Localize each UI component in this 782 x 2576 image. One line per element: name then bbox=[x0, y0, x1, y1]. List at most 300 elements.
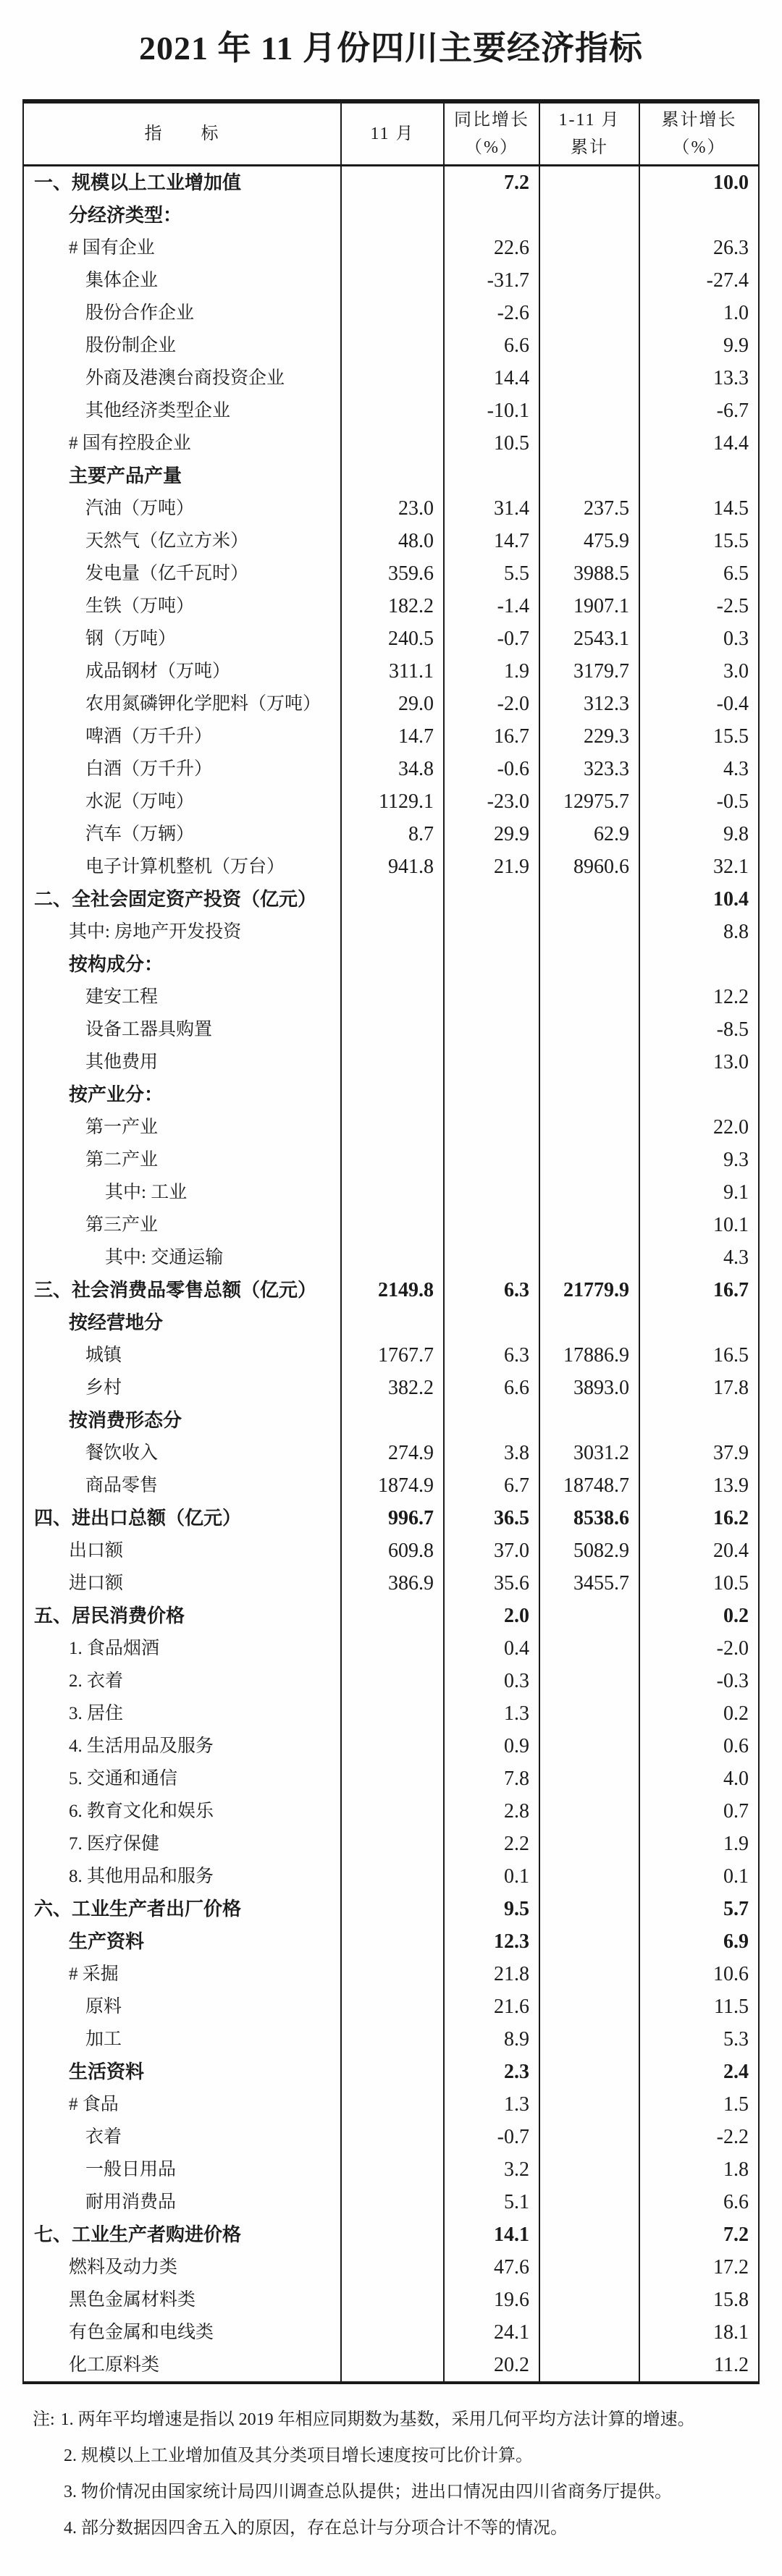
value-cell: 2.3 bbox=[443, 2056, 539, 2088]
value-cell: 47.6 bbox=[443, 2251, 539, 2284]
indicator-cell: 按构成分： bbox=[69, 954, 164, 975]
indicator-cell: 按经营地分 bbox=[69, 1312, 164, 1333]
value-cell: 9.3 bbox=[639, 1144, 758, 1176]
table-body bbox=[24, 166, 758, 2381]
table-row bbox=[24, 2218, 758, 2251]
value-cell: 1.8 bbox=[639, 2153, 758, 2186]
value-cell: 0.9 bbox=[443, 1730, 539, 1762]
table-row bbox=[24, 232, 758, 264]
value-cell: 15.8 bbox=[639, 2284, 758, 2316]
value-cell bbox=[539, 1241, 639, 1274]
value-cell: 16.2 bbox=[639, 1502, 758, 1534]
value-cell: 20.2 bbox=[443, 2349, 539, 2381]
value-cell bbox=[539, 2349, 639, 2381]
indicator-cell: 按产业分： bbox=[69, 1084, 164, 1105]
header-month-label: 11 月 bbox=[370, 124, 415, 143]
value-cell: 5.7 bbox=[639, 1893, 758, 1925]
value-cell bbox=[340, 1176, 443, 1209]
value-cell: 22.6 bbox=[443, 232, 539, 264]
table-row bbox=[24, 2251, 758, 2284]
value-cell bbox=[340, 1600, 443, 1632]
value-cell: 13.3 bbox=[639, 362, 758, 394]
value-cell bbox=[340, 2023, 443, 2056]
indicator-cell: 分经济类型： bbox=[69, 205, 182, 226]
header-yoy-growth-line1: 同比增长 bbox=[454, 111, 529, 130]
value-cell: 0.1 bbox=[639, 1860, 758, 1893]
value-cell bbox=[539, 2284, 639, 2316]
indicator-cell: 乡村 bbox=[85, 1378, 122, 1398]
value-cell bbox=[443, 1111, 539, 1144]
value-cell bbox=[539, 2056, 639, 2088]
value-cell: 1.9 bbox=[443, 655, 539, 688]
value-cell: 14.7 bbox=[443, 525, 539, 557]
note-line bbox=[64, 2438, 760, 2474]
value-cell bbox=[539, 1144, 639, 1176]
value-cell bbox=[443, 1176, 539, 1209]
value-cell: 8.9 bbox=[443, 2023, 539, 2056]
value-cell: -2.2 bbox=[639, 2121, 758, 2153]
value-cell bbox=[443, 1404, 539, 1437]
value-cell: 1.3 bbox=[443, 2088, 539, 2121]
indicator-cell: 有色金属和电线类 bbox=[69, 2323, 214, 2342]
value-cell bbox=[539, 1990, 639, 2023]
value-cell bbox=[443, 1078, 539, 1111]
table-row bbox=[24, 1958, 758, 1990]
value-cell: 17.8 bbox=[639, 1372, 758, 1404]
value-cell bbox=[539, 1893, 639, 1925]
value-cell: 19.6 bbox=[443, 2284, 539, 2316]
value-cell: 15.5 bbox=[639, 720, 758, 753]
value-cell bbox=[539, 1632, 639, 1665]
value-cell bbox=[539, 166, 639, 199]
table-row bbox=[24, 264, 758, 297]
indicator-cell: 第一产业 bbox=[85, 1118, 159, 1137]
value-cell bbox=[539, 2316, 639, 2349]
table-row bbox=[24, 1665, 758, 1697]
indicator-cell: 钢（万吨） bbox=[85, 629, 177, 649]
value-cell bbox=[340, 264, 443, 297]
indicator-cell: 其他费用 bbox=[85, 1052, 159, 1072]
value-cell bbox=[340, 1013, 443, 1046]
indicator-cell: 生产资料 bbox=[69, 1931, 145, 1952]
value-cell: 2.2 bbox=[443, 1828, 539, 1860]
value-cell bbox=[539, 2023, 639, 2056]
note-line bbox=[64, 2510, 760, 2546]
value-cell: 21779.9 bbox=[539, 1274, 639, 1306]
value-cell bbox=[539, 2186, 639, 2218]
table-row bbox=[24, 2316, 758, 2349]
value-cell: 9.8 bbox=[639, 818, 758, 850]
value-cell bbox=[340, 1828, 443, 1860]
note-line bbox=[64, 2474, 760, 2510]
value-cell bbox=[539, 1404, 639, 1437]
notes-section bbox=[0, 2402, 760, 2546]
table-row bbox=[24, 427, 758, 460]
value-cell: -0.6 bbox=[443, 753, 539, 785]
value-cell: 6.9 bbox=[639, 1925, 758, 1958]
indicator-cell: 8. 其他用品和服务 bbox=[69, 1867, 214, 1886]
indicator-cell: 集体企业 bbox=[85, 271, 159, 290]
table-row bbox=[24, 850, 758, 883]
value-cell: 475.9 bbox=[539, 525, 639, 557]
table-row bbox=[24, 1502, 758, 1534]
indicator-cell: 一、规模以上工业增加值 bbox=[34, 172, 242, 193]
indicator-cell: 1. 食品烟酒 bbox=[69, 1639, 160, 1658]
value-cell: 0.1 bbox=[443, 1860, 539, 1893]
indicator-cell: 城镇 bbox=[85, 1346, 122, 1365]
value-cell: 8.7 bbox=[340, 818, 443, 850]
value-cell bbox=[340, 1144, 443, 1176]
value-cell bbox=[340, 2316, 443, 2349]
indicator-cell: 二、全社会固定资产投资（亿元） bbox=[34, 889, 317, 910]
value-cell: -0.4 bbox=[639, 688, 758, 720]
table-row bbox=[24, 2088, 758, 2121]
value-cell bbox=[539, 329, 639, 362]
table-row bbox=[24, 1144, 758, 1176]
value-cell: 1.3 bbox=[443, 1697, 539, 1730]
value-cell bbox=[539, 1828, 639, 1860]
value-cell: 16.7 bbox=[443, 720, 539, 753]
value-cell: 48.0 bbox=[340, 525, 443, 557]
indicator-cell: 衣着 bbox=[85, 2127, 122, 2147]
indicator-cell: 原料 bbox=[85, 1997, 122, 2017]
indicator-cell: 白酒（万千升） bbox=[85, 759, 213, 779]
value-cell: 9.5 bbox=[443, 1893, 539, 1925]
table-row bbox=[24, 720, 758, 753]
value-cell bbox=[340, 1632, 443, 1665]
indicator-cell: 六、工业生产者出厂价格 bbox=[34, 1899, 242, 1920]
value-cell: 6.3 bbox=[443, 1339, 539, 1372]
value-cell bbox=[340, 883, 443, 916]
indicator-cell: 耐用消费品 bbox=[85, 2192, 177, 2212]
value-cell: -31.7 bbox=[443, 264, 539, 297]
indicator-cell: # 国有企业 bbox=[69, 238, 155, 258]
value-cell bbox=[539, 1958, 639, 1990]
indicator-cell: 其他经济类型企业 bbox=[85, 401, 231, 421]
value-cell: 2543.1 bbox=[539, 622, 639, 655]
table-row bbox=[24, 590, 758, 622]
value-cell: 240.5 bbox=[340, 622, 443, 655]
value-cell bbox=[443, 1241, 539, 1274]
indicators-table bbox=[22, 99, 760, 2384]
value-cell: 10.4 bbox=[639, 883, 758, 916]
indicator-cell: 6. 教育文化和娱乐 bbox=[69, 1802, 214, 1821]
value-cell: 9.1 bbox=[639, 1176, 758, 1209]
value-cell bbox=[539, 883, 639, 916]
notes-label: 注: bbox=[33, 2410, 55, 2429]
table-row bbox=[24, 655, 758, 688]
value-cell: 37.9 bbox=[639, 1437, 758, 1469]
value-cell: 36.5 bbox=[443, 1502, 539, 1534]
value-cell bbox=[539, 232, 639, 264]
header-cumulative-line1: 1-11 月 bbox=[558, 111, 621, 130]
header-indicator bbox=[24, 104, 340, 164]
value-cell bbox=[443, 1046, 539, 1078]
value-cell bbox=[443, 1013, 539, 1046]
value-cell: -2.0 bbox=[443, 688, 539, 720]
indicator-cell: 股份制企业 bbox=[85, 336, 177, 355]
value-cell: 0.3 bbox=[443, 1665, 539, 1697]
table-row bbox=[24, 1697, 758, 1730]
value-cell bbox=[539, 1209, 639, 1241]
value-cell: 23.0 bbox=[340, 492, 443, 525]
value-cell bbox=[340, 427, 443, 460]
value-cell bbox=[340, 232, 443, 264]
value-cell bbox=[539, 916, 639, 948]
indicator-cell: 四、进出口总额（亿元） bbox=[34, 1508, 242, 1529]
value-cell: 5.3 bbox=[639, 2023, 758, 2056]
table-row bbox=[24, 1013, 758, 1046]
value-cell bbox=[340, 1209, 443, 1241]
value-cell bbox=[340, 2153, 443, 2186]
value-cell bbox=[340, 2251, 443, 2284]
value-cell: 359.6 bbox=[340, 557, 443, 590]
value-cell: 3.2 bbox=[443, 2153, 539, 2186]
indicator-cell: 3. 居住 bbox=[69, 1704, 124, 1723]
value-cell bbox=[539, 1860, 639, 1893]
value-cell: 14.5 bbox=[639, 492, 758, 525]
indicator-cell: 外商及港澳台商投资企业 bbox=[85, 368, 285, 388]
value-cell: 1129.1 bbox=[340, 785, 443, 818]
table-row bbox=[24, 1176, 758, 1209]
indicator-cell: 其中: 房地产开发投资 bbox=[69, 922, 242, 942]
indicator-cell: 成品钢材（万吨） bbox=[85, 662, 231, 681]
value-cell bbox=[539, 1111, 639, 1144]
table-row bbox=[24, 1339, 758, 1372]
value-cell: -8.5 bbox=[639, 1013, 758, 1046]
value-cell bbox=[539, 264, 639, 297]
note-text-1: 1. 两年平均增速是指以 2019 年相应同期数为基数，采用几何平均方法计算的增速。 bbox=[60, 2410, 695, 2429]
value-cell bbox=[443, 1306, 539, 1339]
table-row bbox=[24, 2349, 758, 2381]
table-row bbox=[24, 2023, 758, 2056]
value-cell: 18748.7 bbox=[539, 1469, 639, 1502]
value-cell: 18.1 bbox=[639, 2316, 758, 2349]
value-cell: -0.7 bbox=[443, 2121, 539, 2153]
indicator-cell: 五、居民消费价格 bbox=[34, 1605, 185, 1626]
table-row bbox=[24, 1404, 758, 1437]
value-cell: 6.7 bbox=[443, 1469, 539, 1502]
indicator-cell: 化工原料类 bbox=[69, 2355, 160, 2375]
value-cell: 8538.6 bbox=[539, 1502, 639, 1534]
table-row bbox=[24, 166, 758, 199]
indicator-cell: # 采掘 bbox=[69, 1964, 119, 1984]
indicator-cell: 其中: 工业 bbox=[105, 1183, 188, 1202]
value-cell bbox=[539, 981, 639, 1013]
value-cell: 34.8 bbox=[340, 753, 443, 785]
table-row bbox=[24, 1632, 758, 1665]
value-cell bbox=[539, 1600, 639, 1632]
value-cell bbox=[539, 2088, 639, 2121]
value-cell: 13.9 bbox=[639, 1469, 758, 1502]
value-cell bbox=[443, 199, 539, 232]
value-cell bbox=[340, 1665, 443, 1697]
table-row bbox=[24, 1860, 758, 1893]
value-cell: 15.5 bbox=[639, 525, 758, 557]
value-cell: 0.2 bbox=[639, 1697, 758, 1730]
header-yoy-growth-line2: （%） bbox=[465, 138, 518, 157]
value-cell: 6.6 bbox=[443, 329, 539, 362]
value-cell bbox=[340, 166, 443, 199]
indicator-cell: 第二产业 bbox=[85, 1150, 159, 1170]
value-cell bbox=[443, 916, 539, 948]
value-cell: 3.0 bbox=[639, 655, 758, 688]
value-cell: 3.8 bbox=[443, 1437, 539, 1469]
value-cell: 0.7 bbox=[639, 1795, 758, 1828]
value-cell: 22.0 bbox=[639, 1111, 758, 1144]
value-cell: 10.6 bbox=[639, 1958, 758, 1990]
table-row bbox=[24, 818, 758, 850]
value-cell bbox=[443, 1209, 539, 1241]
table-row bbox=[24, 297, 758, 329]
value-cell bbox=[340, 1111, 443, 1144]
table-row bbox=[24, 2056, 758, 2088]
value-cell bbox=[340, 1795, 443, 1828]
value-cell bbox=[340, 394, 443, 427]
value-cell: 0.2 bbox=[639, 1600, 758, 1632]
table-row bbox=[24, 785, 758, 818]
value-cell: 10.5 bbox=[443, 427, 539, 460]
table-row bbox=[24, 883, 758, 916]
header-month bbox=[340, 104, 443, 164]
table-header bbox=[24, 104, 758, 166]
value-cell: 6.6 bbox=[443, 1372, 539, 1404]
value-cell: 1907.1 bbox=[539, 590, 639, 622]
value-cell bbox=[539, 948, 639, 981]
value-cell: 13.0 bbox=[639, 1046, 758, 1078]
value-cell: 14.7 bbox=[340, 720, 443, 753]
value-cell: -6.7 bbox=[639, 394, 758, 427]
indicator-cell: 七、工业生产者购进价格 bbox=[34, 2224, 242, 2245]
value-cell bbox=[539, 297, 639, 329]
value-cell: 6.6 bbox=[639, 2186, 758, 2218]
value-cell: 10.1 bbox=[639, 1209, 758, 1241]
value-cell: 17.2 bbox=[639, 2251, 758, 2284]
value-cell bbox=[340, 916, 443, 948]
note-text-3: 3. 物价情况由国家统计局四川调查总队提供；进出口情况由四川省商务厅提供。 bbox=[64, 2483, 672, 2501]
table-row bbox=[24, 1437, 758, 1469]
table-row bbox=[24, 1306, 758, 1339]
indicator-cell: 汽车（万辆） bbox=[85, 824, 195, 844]
value-cell bbox=[340, 1893, 443, 1925]
value-cell: 6.5 bbox=[639, 557, 758, 590]
value-cell: 12.3 bbox=[443, 1925, 539, 1958]
value-cell: 323.3 bbox=[539, 753, 639, 785]
value-cell: 11.2 bbox=[639, 2349, 758, 2381]
table-row bbox=[24, 199, 758, 232]
table-row bbox=[24, 1567, 758, 1600]
value-cell: 1874.9 bbox=[340, 1469, 443, 1502]
value-cell bbox=[340, 1046, 443, 1078]
value-cell bbox=[539, 1795, 639, 1828]
value-cell bbox=[639, 460, 758, 492]
value-cell: -0.5 bbox=[639, 785, 758, 818]
indicator-cell: 黑色金属材料类 bbox=[69, 2290, 196, 2310]
value-cell: -1.4 bbox=[443, 590, 539, 622]
value-cell bbox=[340, 1404, 443, 1437]
value-cell: 5.1 bbox=[443, 2186, 539, 2218]
table-row bbox=[24, 329, 758, 362]
header-yoy-growth bbox=[443, 104, 539, 164]
value-cell: 4.3 bbox=[639, 753, 758, 785]
value-cell: 7.2 bbox=[443, 166, 539, 199]
value-cell bbox=[340, 1241, 443, 1274]
table-row bbox=[24, 753, 758, 785]
table-row bbox=[24, 1893, 758, 1925]
indicator-cell: 生铁（万吨） bbox=[85, 596, 195, 616]
value-cell: 24.1 bbox=[443, 2316, 539, 2349]
value-cell bbox=[539, 1697, 639, 1730]
value-cell: 237.5 bbox=[539, 492, 639, 525]
value-cell: 311.1 bbox=[340, 655, 443, 688]
value-cell bbox=[539, 1730, 639, 1762]
value-cell bbox=[539, 199, 639, 232]
value-cell: 0.4 bbox=[443, 1632, 539, 1665]
value-cell: 10.5 bbox=[639, 1567, 758, 1600]
table-row bbox=[24, 1730, 758, 1762]
value-cell: 10.0 bbox=[639, 166, 758, 199]
value-cell bbox=[539, 1925, 639, 1958]
table-row bbox=[24, 1600, 758, 1632]
header-cumulative bbox=[539, 104, 639, 164]
value-cell: 17886.9 bbox=[539, 1339, 639, 1372]
value-cell: 1767.7 bbox=[340, 1339, 443, 1372]
value-cell: 2.8 bbox=[443, 1795, 539, 1828]
value-cell bbox=[340, 329, 443, 362]
header-cumulative-line2: 累计 bbox=[571, 138, 608, 157]
table-row bbox=[24, 1241, 758, 1274]
value-cell: 2.0 bbox=[443, 1600, 539, 1632]
table-row bbox=[24, 981, 758, 1013]
value-cell: -10.1 bbox=[443, 394, 539, 427]
value-cell bbox=[539, 1013, 639, 1046]
value-cell: 0.3 bbox=[639, 622, 758, 655]
value-cell: 229.3 bbox=[539, 720, 639, 753]
value-cell: 182.2 bbox=[340, 590, 443, 622]
value-cell: 1.9 bbox=[639, 1828, 758, 1860]
value-cell: 3179.7 bbox=[539, 655, 639, 688]
indicator-cell: 设备工器具购置 bbox=[85, 1020, 213, 1039]
value-cell bbox=[639, 1078, 758, 1111]
table-row bbox=[24, 688, 758, 720]
value-cell: 62.9 bbox=[539, 818, 639, 850]
indicator-cell: 其中: 交通运输 bbox=[105, 1248, 224, 1267]
note-text-2: 2. 规模以上工业增加值及其分类项目增长速度按可比价计算。 bbox=[64, 2446, 533, 2465]
header-cumulative-growth-line1: 累计增长 bbox=[661, 111, 737, 130]
value-cell: -23.0 bbox=[443, 785, 539, 818]
value-cell: 37.0 bbox=[443, 1534, 539, 1567]
value-cell: 3455.7 bbox=[539, 1567, 639, 1600]
value-cell bbox=[539, 427, 639, 460]
indicator-cell: 发电量（亿千瓦时） bbox=[85, 564, 249, 583]
table-row bbox=[24, 2186, 758, 2218]
table-row bbox=[24, 1078, 758, 1111]
value-cell bbox=[539, 2121, 639, 2153]
table-row bbox=[24, 948, 758, 981]
table-row bbox=[24, 622, 758, 655]
table-row bbox=[24, 916, 758, 948]
value-cell: 941.8 bbox=[340, 850, 443, 883]
value-cell bbox=[340, 1860, 443, 1893]
value-cell bbox=[639, 199, 758, 232]
table-row bbox=[24, 1046, 758, 1078]
value-cell: 29.9 bbox=[443, 818, 539, 850]
table-row bbox=[24, 1209, 758, 1241]
indicator-cell: 建安工程 bbox=[85, 987, 159, 1007]
value-cell bbox=[539, 1665, 639, 1697]
table-row bbox=[24, 1828, 758, 1860]
value-cell: 21.6 bbox=[443, 1990, 539, 2023]
